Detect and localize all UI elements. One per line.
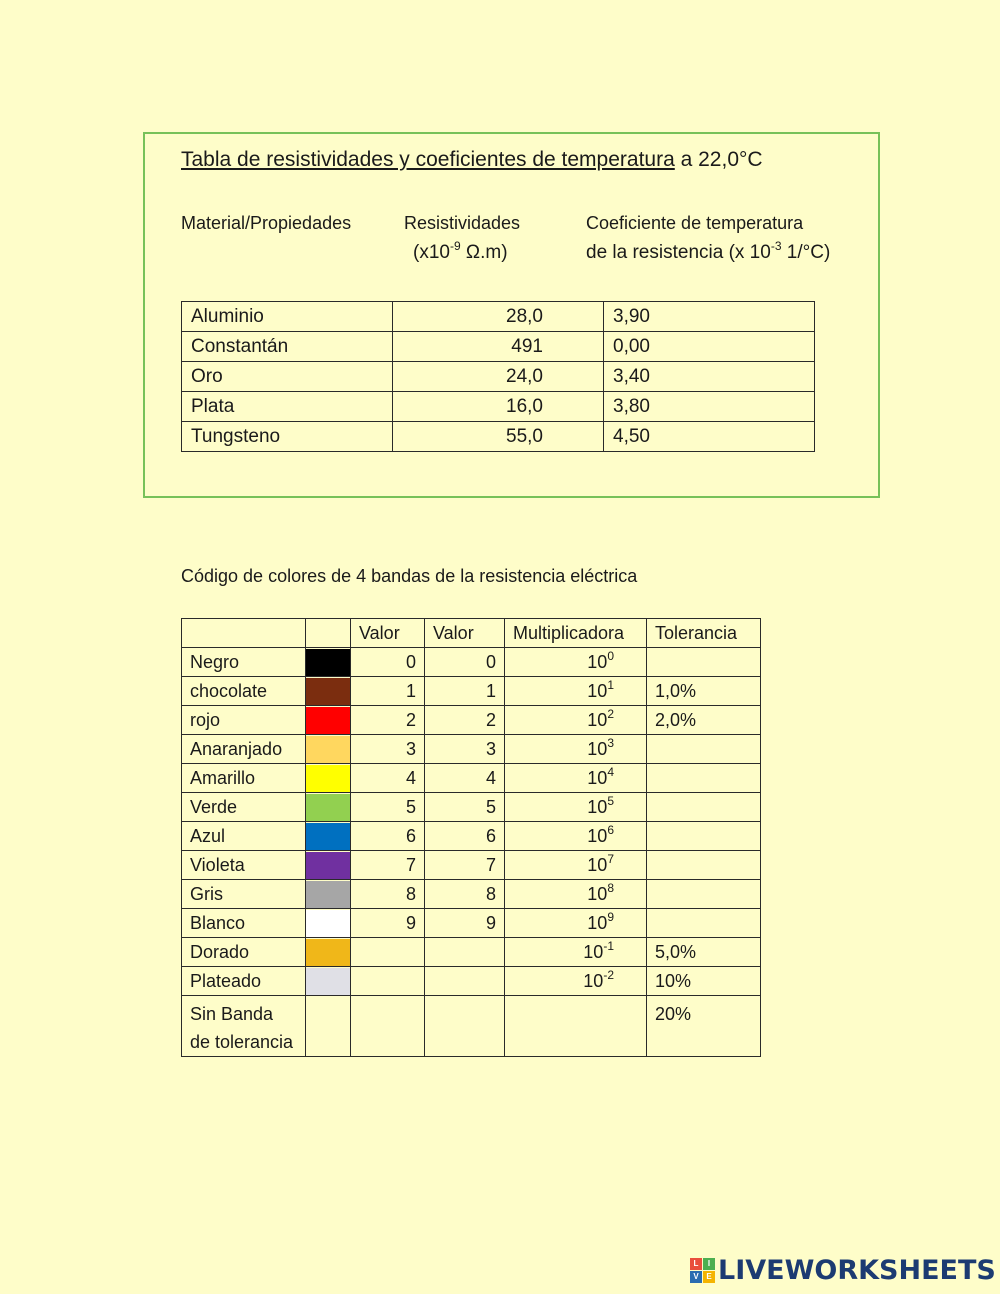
tolerance-cell bbox=[647, 822, 761, 851]
color-swatch-cell bbox=[306, 938, 351, 967]
coefficient-cell: 3,80 bbox=[604, 392, 815, 422]
color-swatch bbox=[306, 707, 350, 734]
coefficient-cell: 3,90 bbox=[604, 302, 815, 332]
multiplier-base: 10 bbox=[587, 738, 608, 759]
header-coefficient: Coeficiente de temperatura bbox=[586, 213, 804, 233]
table-row bbox=[182, 909, 761, 938]
color-name-cell: Anaranjado bbox=[182, 735, 306, 764]
multiplier-base: 10 bbox=[583, 970, 604, 991]
resistivity-cell: 16,0 bbox=[393, 392, 604, 422]
color-swatch bbox=[306, 823, 350, 850]
value1-cell: 6 bbox=[351, 822, 425, 851]
multiplier-base: 10 bbox=[587, 854, 608, 875]
table-row bbox=[182, 648, 761, 677]
tolerance-cell bbox=[647, 793, 761, 822]
color-name-cell: chocolate bbox=[182, 677, 306, 706]
table-row bbox=[182, 793, 761, 822]
multiplier-base: 10 bbox=[587, 651, 608, 672]
value1-cell: 9 bbox=[351, 909, 425, 938]
color-name-cell: Sin Banda de tolerancia bbox=[182, 996, 306, 1057]
table-row bbox=[182, 851, 761, 880]
value2-cell: 2 bbox=[425, 706, 505, 735]
table-row bbox=[182, 880, 761, 909]
value1-cell: 0 bbox=[351, 648, 425, 677]
column-header: Tolerancia bbox=[647, 619, 761, 648]
value2-cell: 6 bbox=[425, 822, 505, 851]
liveworksheets-logo bbox=[690, 1254, 996, 1286]
multiplier-cell bbox=[505, 851, 647, 880]
header-material: Material/Propiedades bbox=[181, 213, 352, 233]
color-swatch-cell bbox=[306, 764, 351, 793]
color-swatch bbox=[306, 765, 350, 792]
coefficient-cell: 4,50 bbox=[604, 422, 815, 452]
color-swatch-cell bbox=[306, 793, 351, 822]
value2-cell: 4 bbox=[425, 764, 505, 793]
logo-mark-letter: E bbox=[703, 1271, 715, 1283]
table-row bbox=[182, 302, 815, 332]
color-swatch bbox=[306, 910, 350, 937]
coefficient-cell: 3,40 bbox=[604, 362, 815, 392]
color-swatch bbox=[306, 736, 350, 763]
color-name-cell: Negro bbox=[182, 648, 306, 677]
header-resistivity-units: ($x10^{-9}$ Ω.m) bbox=[413, 239, 508, 263]
multiplier-cell bbox=[505, 880, 647, 909]
material-cell: Constantán bbox=[182, 332, 393, 362]
color-name-cell: Amarillo bbox=[182, 764, 306, 793]
color-swatch-cell bbox=[306, 735, 351, 764]
color-swatch-cell bbox=[306, 851, 351, 880]
color-name-cell: rojo bbox=[182, 706, 306, 735]
value1-cell bbox=[351, 938, 425, 967]
color-swatch-cell bbox=[306, 648, 351, 677]
color-swatch-cell bbox=[306, 822, 351, 851]
color-name-cell: Azul bbox=[182, 822, 306, 851]
logo-mark-icon bbox=[690, 1258, 715, 1283]
logo-mark-letter: I bbox=[703, 1258, 715, 1270]
tolerance-cell: 10% bbox=[647, 967, 761, 996]
value1-cell: 5 bbox=[351, 793, 425, 822]
color-name-cell: Blanco bbox=[182, 909, 306, 938]
value2-cell: 7 bbox=[425, 851, 505, 880]
table-row bbox=[182, 332, 815, 362]
table-row bbox=[182, 677, 761, 706]
multiplier-base: 10 bbox=[583, 941, 604, 962]
column-header: Valor bbox=[425, 619, 505, 648]
value1-cell bbox=[351, 996, 425, 1057]
color-code-title: Código de colores de 4 bandas de la resistencia eléctrica bbox=[181, 566, 638, 586]
color-swatch bbox=[306, 939, 350, 966]
multiplier-base: 10 bbox=[587, 883, 608, 904]
color-name-cell: Gris bbox=[182, 880, 306, 909]
multiplier-exponent: 2 bbox=[607, 706, 614, 721]
resistivity-cell: 55,0 bbox=[393, 422, 604, 452]
multiplier-cell bbox=[505, 938, 647, 967]
color-swatch-cell bbox=[306, 909, 351, 938]
material-cell: Plata bbox=[182, 392, 393, 422]
multiplier-base: 10 bbox=[587, 709, 608, 730]
color-swatch bbox=[306, 881, 350, 908]
resistivity-cell: 491 bbox=[393, 332, 604, 362]
table-row bbox=[182, 422, 815, 452]
value1-cell: 4 bbox=[351, 764, 425, 793]
multiplier-base: 10 bbox=[587, 912, 608, 933]
color-swatch-cell bbox=[306, 967, 351, 996]
tolerance-cell: 1,0% bbox=[647, 677, 761, 706]
tolerance-cell: 5,0% bbox=[647, 938, 761, 967]
multiplier-exponent: -2 bbox=[603, 967, 614, 982]
resistivity-cell: 28,0 bbox=[393, 302, 604, 332]
multiplier-base: 10 bbox=[587, 767, 608, 788]
value1-cell: 2 bbox=[351, 706, 425, 735]
multiplier-cell bbox=[505, 648, 647, 677]
value2-cell: 1 bbox=[425, 677, 505, 706]
multiplier-cell bbox=[505, 677, 647, 706]
logo-text: LIVEWORKSHEETS bbox=[718, 1254, 996, 1286]
multiplier-cell bbox=[505, 967, 647, 996]
value1-cell: 7 bbox=[351, 851, 425, 880]
value2-cell: 5 bbox=[425, 793, 505, 822]
multiplier-base: 10 bbox=[587, 796, 608, 817]
value1-cell: 3 bbox=[351, 735, 425, 764]
multiplier-exponent: 8 bbox=[607, 880, 614, 895]
resistivity-title: Tabla de resistividades y coeficientes de temperatura a 22,0°C bbox=[181, 148, 763, 171]
value1-cell: 1 bbox=[351, 677, 425, 706]
color-swatch bbox=[306, 649, 350, 676]
table-row bbox=[182, 735, 761, 764]
multiplier-cell bbox=[505, 793, 647, 822]
tolerance-cell bbox=[647, 764, 761, 793]
color-swatch-cell bbox=[306, 880, 351, 909]
multiplier-exponent: 1 bbox=[607, 677, 614, 692]
material-cell: Tungsteno bbox=[182, 422, 393, 452]
material-cell: Aluminio bbox=[182, 302, 393, 332]
color-swatch-cell bbox=[306, 996, 351, 1057]
table-row bbox=[182, 706, 761, 735]
multiplier-cell bbox=[505, 764, 647, 793]
multiplier-exponent: 6 bbox=[607, 822, 614, 837]
color-swatch bbox=[306, 968, 350, 995]
value2-cell: 8 bbox=[425, 880, 505, 909]
value2-cell bbox=[425, 967, 505, 996]
header-coefficient-units: de la resistencia (x $10^{-3}$ 1/°C) bbox=[586, 239, 831, 263]
value2-cell bbox=[425, 938, 505, 967]
column-header bbox=[306, 619, 351, 648]
table-row bbox=[182, 938, 761, 967]
multiplier-exponent: 7 bbox=[607, 851, 614, 866]
value2-cell: 0 bbox=[425, 648, 505, 677]
multiplier-cell bbox=[505, 996, 647, 1057]
multiplier-exponent: 3 bbox=[607, 735, 614, 750]
coefficient-cell: 0,00 bbox=[604, 332, 815, 362]
color-swatch bbox=[306, 794, 350, 821]
header-resistivity: Resistividades bbox=[404, 213, 521, 233]
column-header: Multiplicadora bbox=[505, 619, 647, 648]
multiplier-base: 10 bbox=[587, 680, 608, 701]
color-name-cell: Dorado bbox=[182, 938, 306, 967]
tolerance-cell bbox=[647, 648, 761, 677]
table-row bbox=[182, 996, 761, 1057]
table-row bbox=[182, 362, 815, 392]
multiplier-exponent: -1 bbox=[603, 938, 614, 953]
multiplier-exponent: 0 bbox=[607, 648, 614, 663]
color-swatch bbox=[306, 852, 350, 879]
value2-cell: 9 bbox=[425, 909, 505, 938]
table-row bbox=[182, 764, 761, 793]
tolerance-cell bbox=[647, 880, 761, 909]
multiplier-exponent: 4 bbox=[607, 764, 614, 779]
tolerance-cell: 2,0% bbox=[647, 706, 761, 735]
column-header bbox=[182, 619, 306, 648]
value1-cell: 8 bbox=[351, 880, 425, 909]
multiplier-exponent: 5 bbox=[607, 793, 614, 808]
tolerance-cell bbox=[647, 909, 761, 938]
table-row bbox=[182, 967, 761, 996]
tolerance-cell bbox=[647, 735, 761, 764]
resistivity-cell: 24,0 bbox=[393, 362, 604, 392]
tolerance-cell bbox=[647, 851, 761, 880]
color-name-cell: Plateado bbox=[182, 967, 306, 996]
table-row bbox=[182, 822, 761, 851]
value2-cell: 3 bbox=[425, 735, 505, 764]
multiplier-cell bbox=[505, 706, 647, 735]
material-cell: Oro bbox=[182, 362, 393, 392]
color-code-table bbox=[181, 618, 761, 1057]
tolerance-cell: 20% bbox=[647, 996, 761, 1057]
multiplier-cell bbox=[505, 909, 647, 938]
value2-cell bbox=[425, 996, 505, 1057]
color-swatch-cell bbox=[306, 677, 351, 706]
table-row bbox=[182, 392, 815, 422]
color-swatch-cell bbox=[306, 706, 351, 735]
color-name-cell: Verde bbox=[182, 793, 306, 822]
multiplier-exponent: 9 bbox=[607, 909, 614, 924]
multiplier-base: 10 bbox=[587, 825, 608, 846]
logo-mark-letter: L bbox=[690, 1258, 702, 1270]
color-swatch bbox=[306, 678, 350, 705]
value1-cell bbox=[351, 967, 425, 996]
column-header: Valor bbox=[351, 619, 425, 648]
multiplier-cell bbox=[505, 735, 647, 764]
logo-mark-letter: V bbox=[690, 1271, 702, 1283]
color-name-cell: Violeta bbox=[182, 851, 306, 880]
multiplier-cell bbox=[505, 822, 647, 851]
resistivity-table bbox=[181, 301, 815, 452]
